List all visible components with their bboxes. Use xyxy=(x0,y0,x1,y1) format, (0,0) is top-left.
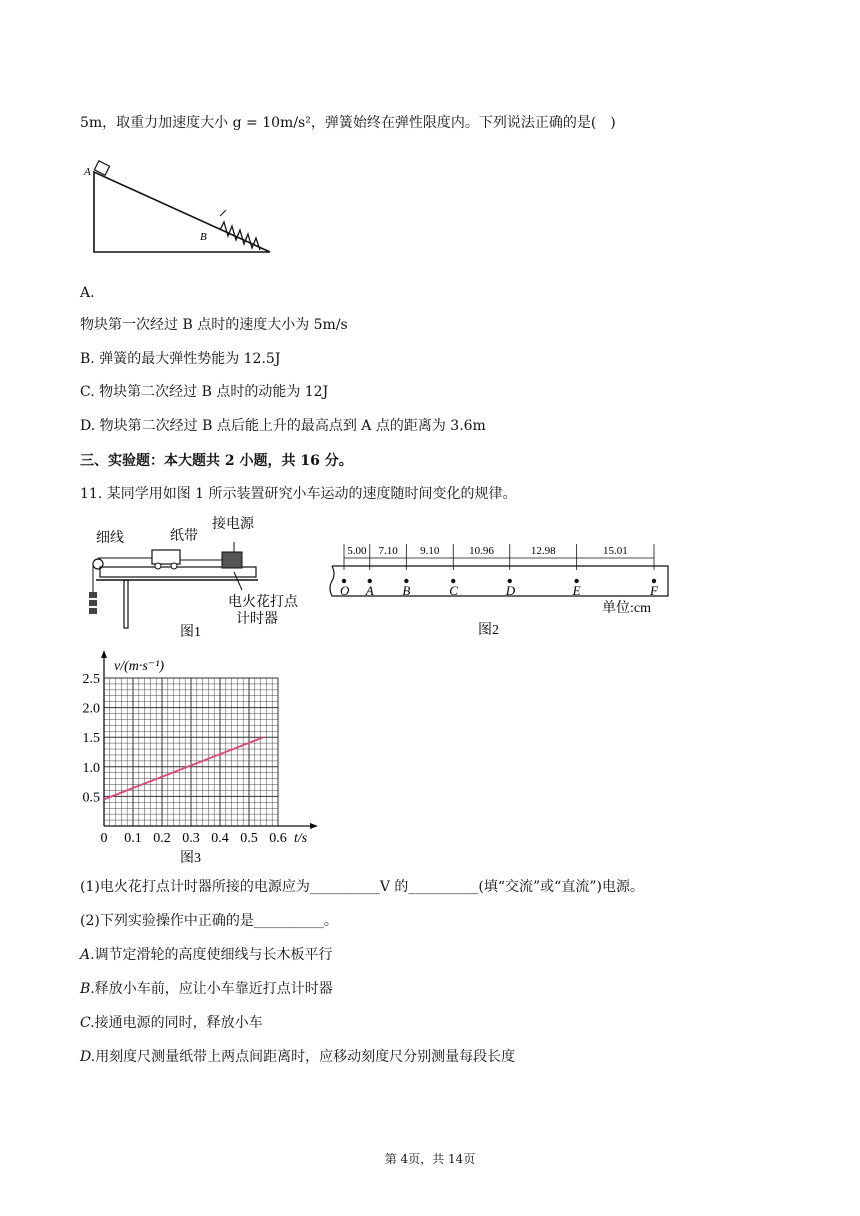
label-timer-2: 计时器 xyxy=(236,612,278,627)
tape-segment-label: 9.10 xyxy=(420,545,440,557)
tape-segment-label: 15.01 xyxy=(602,545,628,557)
choice-d-text: 用刻度尺测量纸带上两点间距离时，应移动刻度尺分别测量每段长度 xyxy=(95,1049,516,1065)
tape-point-label: B xyxy=(402,583,411,598)
choice-b-label: B. xyxy=(80,981,95,997)
option-c xyxy=(80,383,328,401)
option-c-label: C. xyxy=(80,384,95,400)
page-footer: 第 4页，共 14页 xyxy=(384,1152,476,1166)
label-timer-1: 电火花打点 xyxy=(228,595,298,610)
tape-point-label: O xyxy=(340,583,350,598)
choice-c xyxy=(80,1014,263,1032)
x-tick-label: 0.6 xyxy=(269,831,287,846)
section-heading: 三、实验题：本大题共 2 小题，共 16 分。 xyxy=(80,453,353,469)
option-b-text: 弹簧的最大弹性势能为 12.5J xyxy=(99,351,281,367)
tape-point-label: E xyxy=(572,583,581,598)
label-thread: 细线 xyxy=(96,531,124,546)
option-a-text: 物块第一次经过 B 点时的速度大小为 5m/s xyxy=(80,317,348,333)
y-tick-label: 1.0 xyxy=(82,760,100,776)
choice-c-label: C. xyxy=(80,1015,95,1031)
tape-point-label: A xyxy=(365,583,374,598)
pulley xyxy=(93,559,103,569)
tape-segment-label: 12.98 xyxy=(530,545,556,557)
figure-1-caption: 图1 xyxy=(180,625,201,640)
y-tick-label: 2.5 xyxy=(82,672,100,687)
x-tick-label: 0.2 xyxy=(153,831,171,846)
y-tick-label: 2.0 xyxy=(82,701,100,717)
option-a-label: A. xyxy=(80,285,95,301)
tape-unit: 单位:cm xyxy=(602,601,651,616)
x-tick-label: 0.5 xyxy=(240,831,258,846)
cart xyxy=(152,550,180,564)
label-power: 接电源 xyxy=(212,517,254,532)
choice-c-text: 接通电源的同时，释放小车 xyxy=(94,1015,263,1031)
choice-d-label: D. xyxy=(80,1049,96,1065)
question-stem-tail: 5m，取重力加速度大小 g = 10m/s²，弹簧始终在弹性限度内。下列说法正确的是( ) xyxy=(80,115,616,131)
figure-3-caption: 图3 xyxy=(180,851,201,866)
label-tape: 纸带 xyxy=(170,529,198,544)
option-b-label: B. xyxy=(80,351,95,367)
y-axis-arrow xyxy=(101,650,107,658)
spring xyxy=(220,222,260,250)
series-line xyxy=(104,737,264,799)
x-tick-label: 0 xyxy=(100,831,108,846)
tape-point-label: F xyxy=(650,583,658,598)
x-tick-label: 0.4 xyxy=(211,831,229,846)
choice-b xyxy=(80,980,333,998)
subquestion-2: (2)下列实验操作中正确的是__________。 xyxy=(80,913,338,929)
x-axis-label: t/s xyxy=(294,831,308,846)
tape-point-label: C xyxy=(449,583,458,598)
tape-segment-label: 5.00 xyxy=(347,545,367,557)
figure-2-caption: 图2 xyxy=(478,623,499,638)
incline-figure xyxy=(80,158,280,258)
x-tick-label: 0.3 xyxy=(182,831,200,846)
figure-1-apparatus xyxy=(84,512,300,642)
choice-d xyxy=(80,1048,515,1066)
choice-a xyxy=(80,946,333,964)
y-tick-label: 1.5 xyxy=(82,731,100,747)
y-axis-label: v/(m·s⁻¹) xyxy=(114,659,165,674)
subquestion-1: (1)电火花打点计时器所接的电源应为__________V 的__________(填“交流”或“直流”)电源。 xyxy=(80,879,644,895)
tape-segment-label: 10.96 xyxy=(469,545,494,557)
x-axis-arrow xyxy=(310,823,318,829)
spark-timer xyxy=(222,552,242,568)
choice-b-text: 释放小车前，应让小车靠近打点计时器 xyxy=(94,981,333,997)
tape-segment-label: 7.10 xyxy=(378,545,398,557)
y-tick-label: 0.5 xyxy=(82,790,100,806)
label-point-b: B xyxy=(200,231,207,243)
option-b xyxy=(80,350,280,368)
option-c-text: 物块第二次经过 B 点时的动能为 12J xyxy=(99,384,329,400)
figure-2-tape xyxy=(326,540,676,640)
tape-point-label: D xyxy=(505,583,516,598)
option-d xyxy=(80,417,486,435)
x-tick-label: 0.1 xyxy=(124,831,142,846)
label-point-a: A xyxy=(84,166,91,178)
figure-3-vt-graph xyxy=(82,650,342,868)
option-d-text: 物块第二次经过 B 点后能上升的最高点到 A 点的距离为 3.6m xyxy=(99,418,486,434)
option-d-label: D. xyxy=(80,418,96,434)
choice-a-text: 调节定滑轮的高度使细线与长木板平行 xyxy=(94,947,333,963)
choice-a-label: A. xyxy=(80,947,95,963)
question-11: 11. 某同学用如图 1 所示装置研究小车运动的速度随时间变化的规律。 xyxy=(80,486,517,502)
